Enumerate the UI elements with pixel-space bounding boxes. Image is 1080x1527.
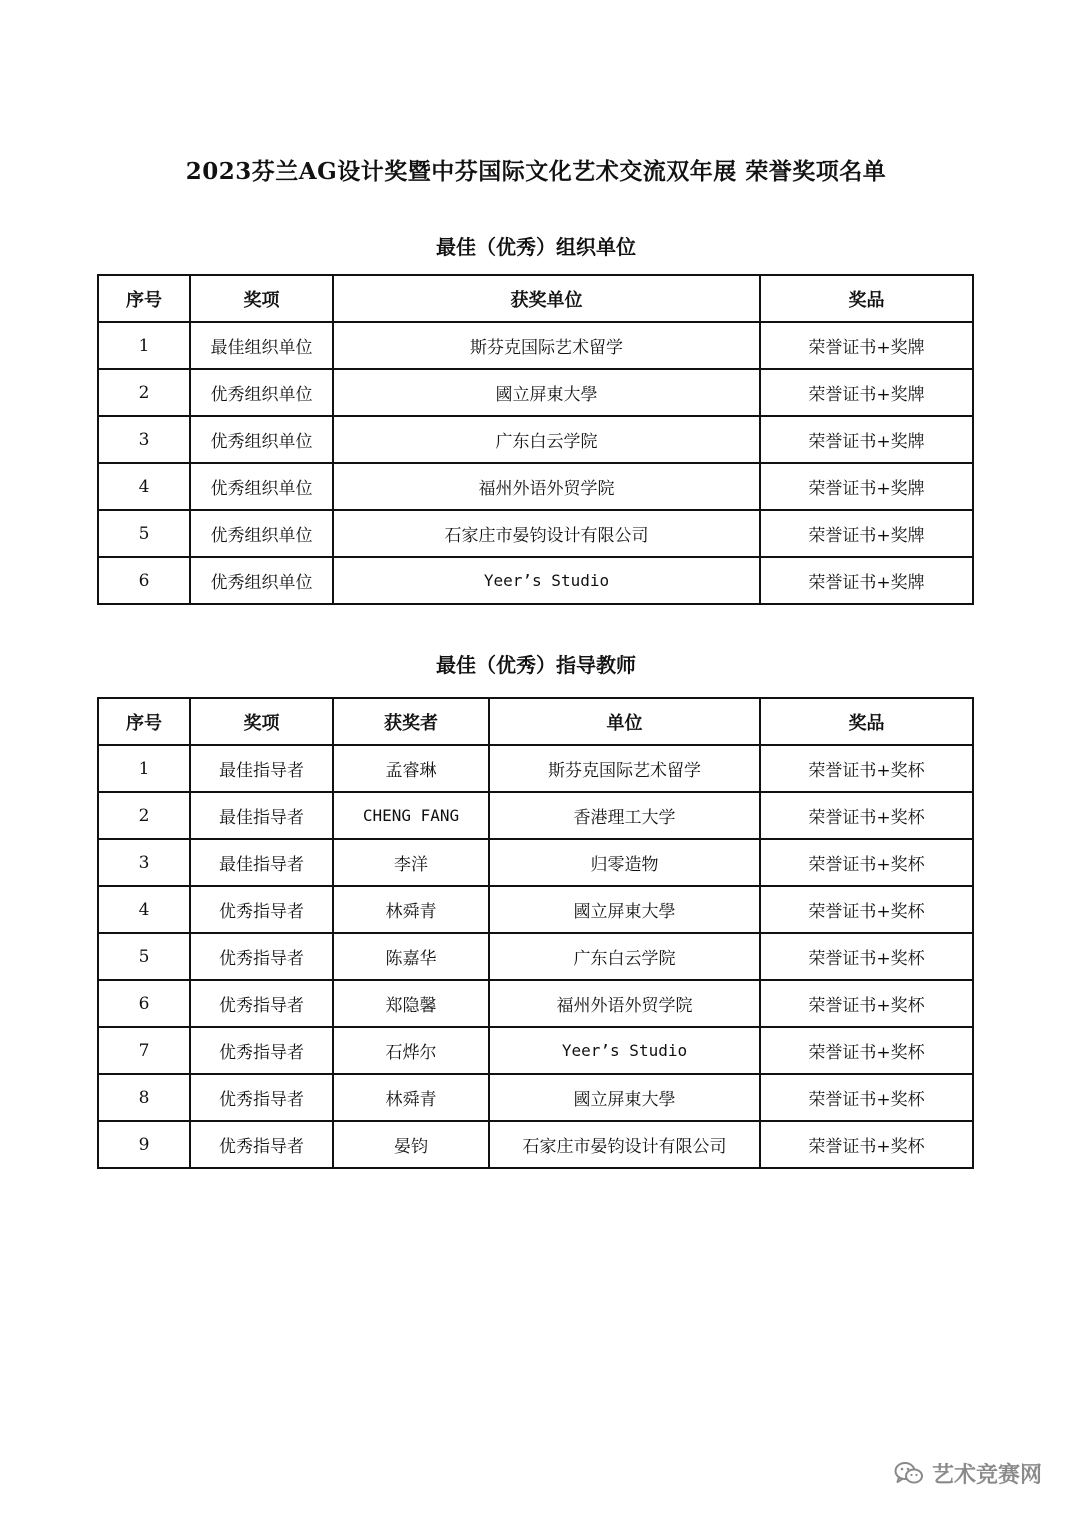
winner-name: 林舜青 xyxy=(333,886,489,933)
table-row xyxy=(98,886,973,933)
organizations-table xyxy=(97,274,974,605)
organization-name: Yeer’s Studio xyxy=(489,1027,760,1074)
organization-name: 福州外语外贸学院 xyxy=(333,463,760,510)
column-header: 单位 xyxy=(489,698,760,745)
award-type: 优秀指导者 xyxy=(190,1027,333,1074)
winner-name: 石烨尔 xyxy=(333,1027,489,1074)
row-number: 6 xyxy=(98,557,190,604)
prize: 荣誉证书+奖牌 xyxy=(760,557,973,604)
watermark xyxy=(894,1458,1042,1489)
table-row xyxy=(98,980,973,1027)
winner-name: 陈嘉华 xyxy=(333,933,489,980)
table-row xyxy=(98,1027,973,1074)
row-number: 5 xyxy=(98,933,190,980)
award-type: 优秀组织单位 xyxy=(190,463,333,510)
prize: 荣誉证书+奖杯 xyxy=(760,1027,973,1074)
prize: 荣誉证书+奖牌 xyxy=(760,369,973,416)
column-header: 奖项 xyxy=(190,275,333,322)
prize: 荣誉证书+奖杯 xyxy=(760,839,973,886)
organization-name: 國立屏東大學 xyxy=(333,369,760,416)
prize: 荣誉证书+奖杯 xyxy=(760,1121,973,1168)
award-type: 最佳指导者 xyxy=(190,745,333,792)
prize: 荣誉证书+奖杯 xyxy=(760,980,973,1027)
organization-name: 國立屏東大學 xyxy=(489,886,760,933)
watermark-text: 艺术竞赛网 xyxy=(931,1463,1042,1488)
table-row xyxy=(98,933,973,980)
prize: 荣誉证书+奖杯 xyxy=(760,886,973,933)
table-row xyxy=(98,463,973,510)
row-number: 3 xyxy=(98,839,190,886)
award-type: 最佳组织单位 xyxy=(190,322,333,369)
table-row xyxy=(98,369,973,416)
prize: 荣誉证书+奖杯 xyxy=(760,1074,973,1121)
award-type: 最佳指导者 xyxy=(190,792,333,839)
organizations-section-title: 最佳（优秀）组织单位 xyxy=(436,235,636,259)
row-number: 9 xyxy=(98,1121,190,1168)
column-header: 奖项 xyxy=(190,698,333,745)
row-number: 6 xyxy=(98,980,190,1027)
award-type: 优秀指导者 xyxy=(190,980,333,1027)
winner-name: 晏钧 xyxy=(333,1121,489,1168)
winner-name: 李洋 xyxy=(333,839,489,886)
award-type: 优秀指导者 xyxy=(190,1074,333,1121)
table-row xyxy=(98,322,973,369)
award-type: 优秀组织单位 xyxy=(190,510,333,557)
winner-name: 林舜青 xyxy=(333,1074,489,1121)
award-type: 优秀组织单位 xyxy=(190,416,333,463)
row-number: 1 xyxy=(98,745,190,792)
prize: 荣誉证书+奖杯 xyxy=(760,792,973,839)
column-header: 奖品 xyxy=(760,698,973,745)
prize: 荣誉证书+奖牌 xyxy=(760,463,973,510)
teachers-table xyxy=(97,697,974,1169)
award-type: 优秀组织单位 xyxy=(190,557,333,604)
organization-name: Yeer’s Studio xyxy=(333,557,760,604)
prize: 荣誉证书+奖牌 xyxy=(760,416,973,463)
prize: 荣誉证书+奖杯 xyxy=(760,933,973,980)
row-number: 4 xyxy=(98,886,190,933)
table-row xyxy=(98,1074,973,1121)
organization-name: 广东白云学院 xyxy=(489,933,760,980)
organization-name: 石家庄市晏钧设计有限公司 xyxy=(489,1121,760,1168)
organization-name: 斯芬克国际艺术留学 xyxy=(333,322,760,369)
table-row xyxy=(98,839,973,886)
row-number: 3 xyxy=(98,416,190,463)
table-row xyxy=(98,792,973,839)
organization-name: 石家庄市晏钧设计有限公司 xyxy=(333,510,760,557)
organization-name: 广东白云学院 xyxy=(333,416,760,463)
winner-name: 孟睿琳 xyxy=(333,745,489,792)
row-number: 5 xyxy=(98,510,190,557)
table-row xyxy=(98,1121,973,1168)
organization-name: 归零造物 xyxy=(489,839,760,886)
row-number: 8 xyxy=(98,1074,190,1121)
table-row xyxy=(98,416,973,463)
award-type: 优秀指导者 xyxy=(190,1121,333,1168)
wechat-icon xyxy=(894,1461,924,1487)
table-row xyxy=(98,557,973,604)
table-row xyxy=(98,510,973,557)
row-number: 2 xyxy=(98,369,190,416)
column-header: 获奖单位 xyxy=(333,275,760,322)
award-type: 优秀指导者 xyxy=(190,933,333,980)
winner-name: CHENG FANG xyxy=(333,792,489,839)
column-header: 序号 xyxy=(98,275,190,322)
organization-name: 國立屏東大學 xyxy=(489,1074,760,1121)
organization-name: 福州外语外贸学院 xyxy=(489,980,760,1027)
award-type: 优秀指导者 xyxy=(190,886,333,933)
award-type: 优秀组织单位 xyxy=(190,369,333,416)
column-header: 获奖者 xyxy=(333,698,489,745)
award-type: 最佳指导者 xyxy=(190,839,333,886)
prize: 荣誉证书+奖牌 xyxy=(760,510,973,557)
prize: 荣誉证书+奖杯 xyxy=(760,745,973,792)
row-number: 1 xyxy=(98,322,190,369)
organization-name: 香港理工大学 xyxy=(489,792,760,839)
table-header-row xyxy=(98,698,973,745)
winner-name: 郑隐馨 xyxy=(333,980,489,1027)
organization-name: 斯芬克国际艺术留学 xyxy=(489,745,760,792)
table-row xyxy=(98,745,973,792)
table-header-row xyxy=(98,275,973,322)
row-number: 2 xyxy=(98,792,190,839)
row-number: 4 xyxy=(98,463,190,510)
row-number: 7 xyxy=(98,1027,190,1074)
teachers-section-title: 最佳（优秀）指导教师 xyxy=(436,653,636,677)
prize: 荣誉证书+奖牌 xyxy=(760,322,973,369)
column-header: 奖品 xyxy=(760,275,973,322)
column-header: 序号 xyxy=(98,698,190,745)
page-title: 2023芬兰AG设计奖暨中芬国际文化艺术交流双年展 荣誉奖项名单 xyxy=(185,158,887,185)
